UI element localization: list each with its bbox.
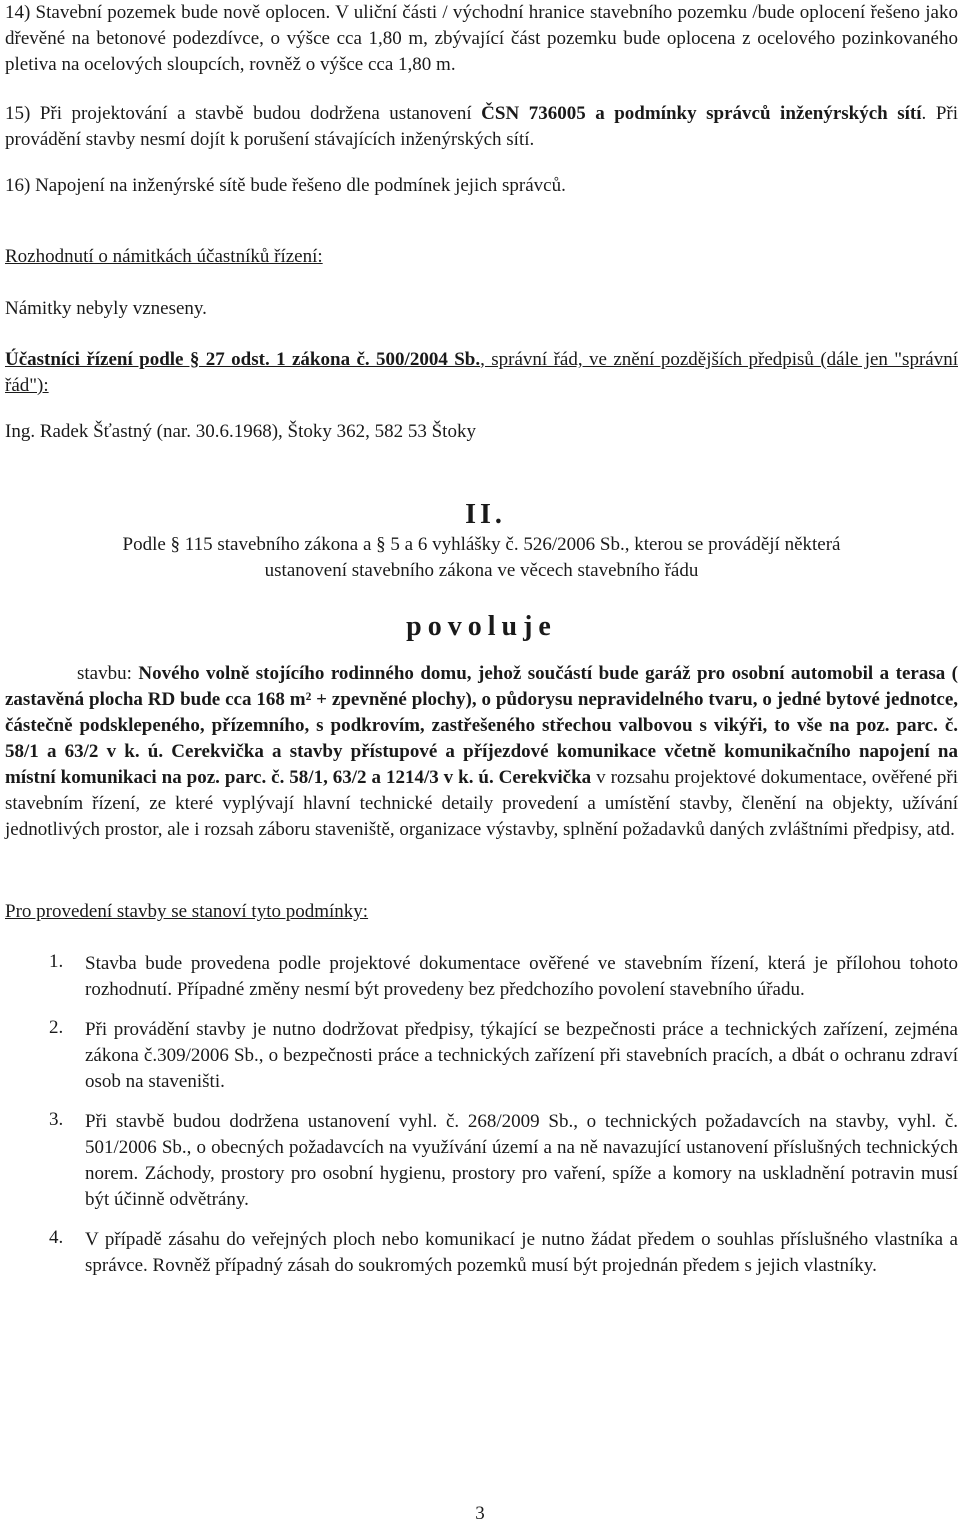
condition-text: V případě zásahu do veřejných ploch nebo komunikací je nutno žádat předem o souhlas příslušného vlastníka a správce. Rovněž případný zásah do soukromých pozemků musí být projednán předem s jejich vlastníky.: [85, 1229, 958, 1276]
condition-text: Při stavbě budou dodržena ustanovení vyhl. č. 268/2009 Sb., o technických požadavcích na stavby, vyhl. č. 501/2006 Sb., o obecných požadavcích na využívání území a na ně navazující ustanovení příslušných technických norem. Záchody, prostory pro osobní hygienu, prostory pro vaření, spíže a komory na uskladnění potravin musí být účinně odvětrány.: [85, 1111, 958, 1210]
legal-basis-line-1: Podle § 115 stavebního zákona a § 5 a 6 vyhlášky č. 526/2006 Sb., kterou se provádějí některá: [122, 534, 841, 555]
building-description-prefix: stavbu:: [77, 663, 139, 684]
building-description-bold: Nového volně stojícího rodinného domu, jehož součástí bude garáž pro osobní automobil a terasa ( zastavěná plocha RD bude cca 168 m² + zpevněné plochy), o půdorysu nepravidelného tvaru, o jedné bytové jednotce, částečně podsklepeného, přízemního, s podkrovím, zastřešeného střechou valbovou s vikýři, to vše na poz. parc. č. 58/1 a 63/2 v k. ú. Cerekvička a stavby přístupové a příjezdové komunikace včetně komunikačního napojení na místní komunikaci na poz. parc. č. 58/1, 63/2 a 1214/3 v k. ú. Cerekvička: [5, 663, 958, 788]
condition-number: 1.: [49, 951, 64, 972]
participants-heading-bold: Účastníci řízení podle § 27 odst. 1 zákona č. 500/2004 Sb.: [5, 349, 481, 370]
condition-number: 2.: [49, 1017, 64, 1038]
permits-title: povoluje: [406, 611, 557, 642]
condition-item: [5, 1227, 958, 1279]
participant-entry: Ing. Radek Šťastný (nar. 30.6.1968), Štoky 362, 582 53 Štoky: [5, 421, 476, 442]
condition-number: 3.: [49, 1109, 64, 1130]
document-page: [5, 0, 958, 1279]
participants-heading-rest: , správní řád, ve znění pozdějších předpisů (dále jen "správní řád"):: [5, 349, 958, 396]
objections-heading: Rozhodnutí o námitkách účastníků řízení:: [5, 246, 323, 267]
objections-text: Námitky nebyly vzneseny.: [5, 298, 207, 319]
condition-number: 4.: [49, 1227, 64, 1248]
conditions-heading: Pro provedení stavby se stanoví tyto podmínky:: [5, 901, 369, 922]
section-mark: II.: [465, 499, 506, 530]
legal-basis-line-2: ustanovení stavebního zákona ve věcech stavebního řádu: [264, 560, 699, 581]
condition-item: [5, 1109, 958, 1213]
conditions-list: [5, 951, 958, 1279]
paragraph-15: [5, 101, 958, 153]
paragraph-15-text-a: 15) Při projektování a stavbě budou dodržena ustanovení: [5, 103, 482, 124]
participants-heading: [5, 347, 958, 399]
condition-text: Při provádění stavby je nutno dodržovat předpisy, týkající se bezpečnosti práce a technických zařízení, zejména zákona č.309/2006 Sb., o bezpečnosti práce a technických zařízení při stavebních pracích, a dbát o ochranu zdraví osob na staveništi.: [85, 1019, 958, 1092]
building-description: [5, 661, 958, 843]
paragraph-16: 16) Napojení na inženýrské sítě bude řešeno dle podmínek jejich správců.: [5, 175, 566, 196]
paragraph-15-bold: ČSN 736005 a podmínky správců inženýrských sítí: [481, 103, 922, 124]
building-description-rest: v rozsahu projektové dokumentace, ověřené při stavebním řízení, ze které vyplývají hlavní technické detaily provedení a umístění stavby, členění na objekty, užívání jednotlivých prostor, ale i rozsah záboru staveniště, organizace výstavby, splnění požadavků daných zvláštními předpisy, atd.: [5, 767, 958, 840]
paragraph-15-text-b: . Při provádění stavby nesmí dojít k porušení stávajících inženýrských sítí.: [5, 103, 958, 150]
paragraph-14: 14) Stavební pozemek bude nově oplocen. V uliční části / východní hranice stavebního pozemku /bude oplocení řešeno jako dřevěné na betonové podezdívce, o výšce cca 1,80 m, zbývající část pozemku bude oplocena z ocelového pozinkovaného pletiva na ocelových sloupcích, rovněž o výšce cca 1,80 m.: [5, 2, 958, 75]
condition-item: [5, 951, 958, 1003]
condition-item: [5, 1017, 958, 1095]
condition-text: Stavba bude provedena podle projektové dokumentace ověřené ve stavebním řízení, která je přílohou tohoto rozhodnutí. Případné změny nesmí být provedeny bez předchozího povolení stavebního úřadu.: [85, 953, 958, 1000]
page-number: 3: [475, 1503, 485, 1524]
